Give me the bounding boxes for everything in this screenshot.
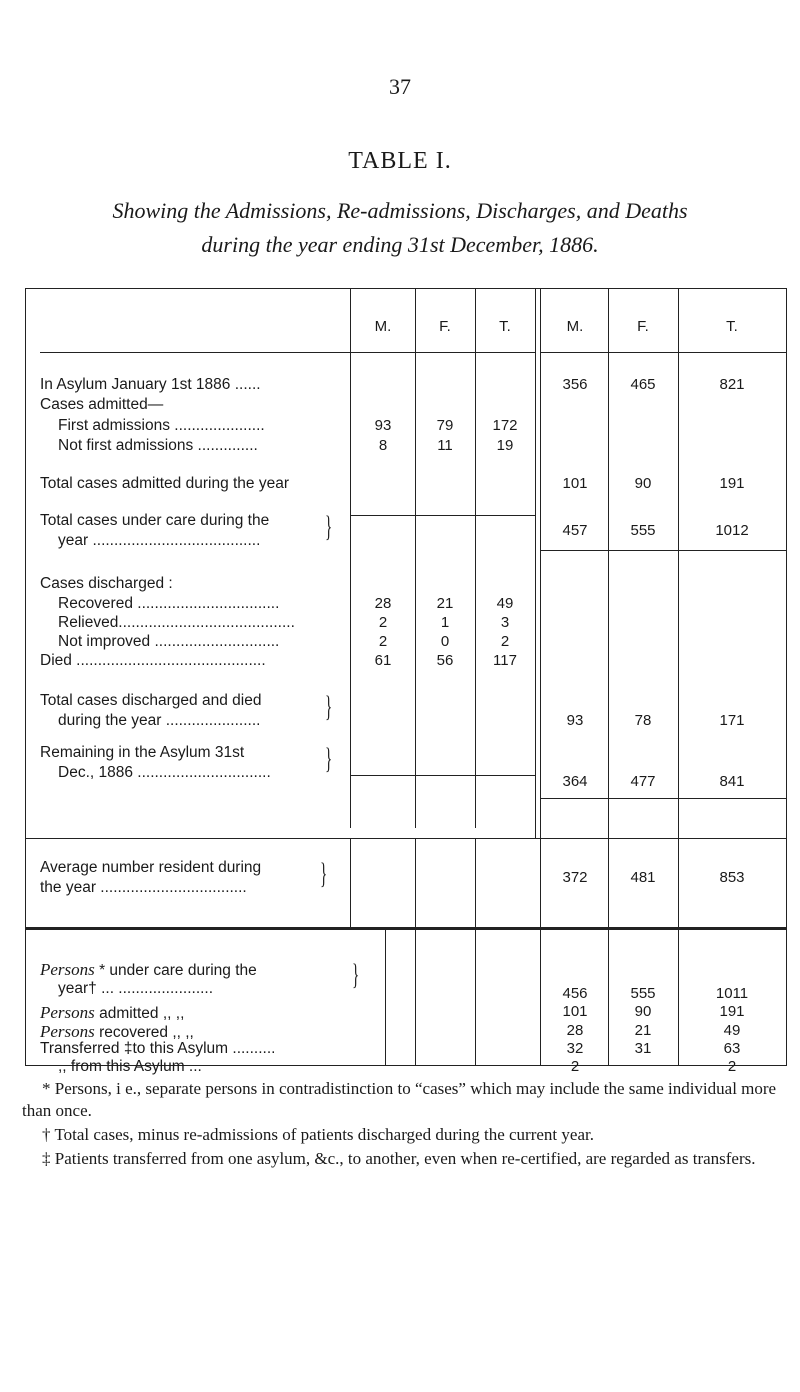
persons-admitted-text: admitted ,, ,, bbox=[94, 1005, 185, 1022]
cell-m: 28 bbox=[566, 1022, 584, 1039]
cell-t2: 821 bbox=[719, 376, 745, 393]
subtitle-line2-tail: December, 1886. bbox=[444, 232, 599, 257]
persons-italic: Persons bbox=[40, 960, 95, 979]
cell-m: 456 bbox=[562, 985, 588, 1002]
row-label-line1: Average number resident during bbox=[40, 859, 262, 876]
cell-f: 90 bbox=[634, 1003, 652, 1020]
cell-m1: 61 bbox=[374, 652, 392, 669]
cell-m: 2 bbox=[570, 1058, 580, 1075]
persons-under-care-text: * under care during the bbox=[94, 962, 257, 979]
row-label: Recovered ................................. bbox=[58, 595, 280, 612]
cell-f2: 465 bbox=[630, 376, 656, 393]
cell-m2: 457 bbox=[562, 522, 588, 539]
cell-f1: 21 bbox=[436, 595, 454, 612]
cell-m: 372 bbox=[562, 869, 588, 886]
subtitle-line2-st: st bbox=[429, 232, 445, 257]
row-label: Total cases admitted during the year bbox=[40, 475, 289, 492]
row-label-line1: Total cases discharged and died bbox=[40, 692, 262, 709]
cell-t1: 3 bbox=[500, 614, 510, 631]
subtitle-line2-text: during the year ending 31 bbox=[201, 232, 430, 257]
row-label: Not improved ............................. bbox=[58, 633, 280, 650]
header-m-2: M. bbox=[566, 318, 584, 335]
cell-f1: 11 bbox=[437, 437, 453, 454]
brace-icon: } bbox=[325, 742, 333, 775]
cell-m1: 8 bbox=[378, 437, 388, 454]
row-label: ,, from this Asylum ... bbox=[58, 1058, 202, 1075]
cell-m1: 28 bbox=[374, 595, 392, 612]
cell-t: 63 bbox=[723, 1040, 741, 1057]
row-label-line2: year† ... ...................... bbox=[58, 980, 214, 997]
cell-m: 101 bbox=[562, 1003, 588, 1020]
brace-icon: } bbox=[325, 510, 333, 543]
row-label: First admissions ..................... bbox=[58, 417, 265, 434]
persons-italic: Persons bbox=[40, 1003, 95, 1022]
cell-m1: 2 bbox=[378, 633, 388, 650]
table-subtitle-line1: Showing the Admissions, Re-admissions, Discharges, and Deaths bbox=[112, 198, 688, 223]
brace-icon: } bbox=[325, 690, 333, 723]
cell-t1: 2 bbox=[500, 633, 510, 650]
row-label: Relieved......................................... bbox=[58, 614, 295, 631]
table-subtitle-line2 bbox=[0, 232, 800, 258]
footnote-star: * Persons, i e., separate persons in contradistinction to “cases” which may include the same individual more than once. bbox=[22, 1079, 777, 1120]
cell-f2: 78 bbox=[634, 712, 652, 729]
cell-f2: 555 bbox=[630, 522, 656, 539]
header-t-2: T. bbox=[726, 318, 738, 335]
row-label-line1 bbox=[40, 960, 257, 980]
row-label-line2: during the year ...................... bbox=[58, 712, 261, 729]
cell-f1: 1 bbox=[440, 614, 450, 631]
footnote-double-dagger: ‡ Patients transferred from one asylum, &c., to another, even when re-certified, are regarded as transfers. bbox=[42, 1149, 756, 1168]
cell-f: 31 bbox=[634, 1040, 652, 1057]
cell-m: 32 bbox=[566, 1040, 584, 1057]
cell-f: 555 bbox=[630, 985, 656, 1002]
persons-recovered-text: recovered ,, ,, bbox=[94, 1024, 194, 1041]
brace-icon: } bbox=[320, 857, 328, 890]
cell-m2: 356 bbox=[562, 376, 588, 393]
persons-italic: Persons bbox=[40, 1022, 95, 1041]
cell-f1: 79 bbox=[436, 417, 454, 434]
cell-t2: 191 bbox=[719, 475, 745, 492]
row-label bbox=[40, 1022, 194, 1042]
cell-t: 1011 bbox=[715, 985, 749, 1002]
cell-t1: 172 bbox=[492, 417, 518, 434]
row-label-cases-discharged: Cases discharged : bbox=[40, 575, 173, 592]
cell-f1: 56 bbox=[436, 652, 454, 669]
cell-f1: 0 bbox=[440, 633, 450, 650]
cell-t1: 117 bbox=[493, 652, 517, 669]
row-label-line2: the year .................................. bbox=[40, 879, 247, 896]
row-label: Not first admissions .............. bbox=[58, 437, 258, 454]
row-label-cases-admitted: Cases admitted— bbox=[40, 396, 164, 413]
cell-t: 853 bbox=[719, 869, 745, 886]
row-label: Transferred ‡to this Asylum .......... bbox=[40, 1040, 276, 1057]
cell-f2: 477 bbox=[630, 773, 656, 790]
cell-m2: 364 bbox=[562, 773, 588, 790]
cell-t: 2 bbox=[727, 1058, 737, 1075]
table-title: TABLE I. bbox=[348, 148, 452, 174]
cell-m2: 101 bbox=[562, 475, 588, 492]
cell-m1: 2 bbox=[378, 614, 388, 631]
footnote-dagger: † Total cases, minus re-admissions of patients discharged during the current year. bbox=[42, 1125, 594, 1144]
cell-t: 191 bbox=[719, 1003, 745, 1020]
cell-t: 49 bbox=[723, 1022, 741, 1039]
cell-t1: 49 bbox=[496, 595, 514, 612]
cell-t2: 841 bbox=[719, 773, 745, 790]
row-label-line2: year ....................................... bbox=[58, 532, 261, 549]
brace-icon: } bbox=[352, 958, 360, 991]
header-m-1: M. bbox=[374, 318, 392, 335]
header-f-1: F. bbox=[439, 318, 451, 335]
cell-m2: 93 bbox=[566, 712, 584, 729]
row-label-line1: Total cases under care during the bbox=[40, 512, 270, 529]
row-label bbox=[40, 1003, 184, 1023]
row-label: In Asylum January 1st 1886 ...... bbox=[40, 376, 261, 393]
cell-f: 21 bbox=[634, 1022, 652, 1039]
header-t-1: T. bbox=[499, 318, 511, 335]
cell-f2: 90 bbox=[634, 475, 652, 492]
page-number: 37 bbox=[389, 74, 411, 99]
cell-t2: 1012 bbox=[715, 522, 749, 539]
cell-t1: 19 bbox=[496, 437, 514, 454]
cell-t2: 171 bbox=[719, 712, 745, 729]
header-f-2: F. bbox=[637, 318, 649, 335]
row-label-line2: Dec., 1886 ............................... bbox=[58, 764, 271, 781]
row-label: Died ............................................ bbox=[40, 652, 266, 669]
cell-m1: 93 bbox=[374, 417, 392, 434]
cell-f: 481 bbox=[630, 869, 656, 886]
row-label-line1: Remaining in the Asylum 31st bbox=[40, 744, 245, 761]
